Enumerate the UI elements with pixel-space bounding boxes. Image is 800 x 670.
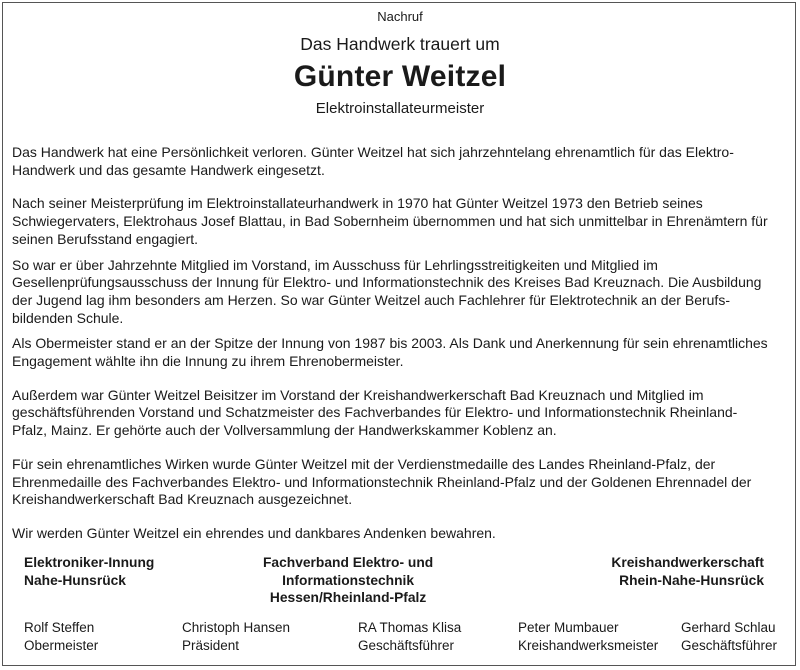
text-line: Ehrenmedaille des Fachverbandes Elektro- und Informationstechnik Rheinland-Pfalz und der Goldenen Ehrennadel der (12, 473, 752, 490)
signatory (182, 619, 290, 655)
signatory-title: Kreishandwerksmeister (518, 638, 659, 653)
org-fachverband (263, 554, 433, 607)
paragraph (12, 456, 786, 509)
text-line: Kreishandwerkerschaft Bad Kreuznach ausgezeichnet. (12, 491, 353, 508)
signatory (24, 619, 98, 655)
org-line: Rhein-Nahe-Hunsrück (619, 572, 764, 588)
signatory-title: Obermeister (24, 638, 99, 653)
text-line: Wir werden Günter Weitzel ein ehrendes und dankbares Andenken bewahren. (12, 524, 496, 541)
text-line: Außerdem war Günter Weitzel Beisitzer im Vorstand der Kreishandwerkerschaft Bad Kreuznach und Mitglied im (12, 386, 704, 403)
signatory (358, 619, 461, 655)
org-line: Informationstechnik (282, 572, 415, 588)
paragraph (12, 257, 786, 328)
signatory-title: Präsident (182, 638, 240, 653)
deceased-name: Günter Weitzel (293, 60, 507, 93)
paragraph (12, 525, 786, 543)
text-line: seinen Berufsstand engagiert. (12, 230, 199, 247)
signatory-name: RA Thomas Klisa (358, 620, 462, 635)
org-line: Kreishandwerkerschaft (611, 555, 764, 570)
signatory-name: Rolf Steffen (24, 620, 95, 635)
text-line: geschäftsführenden Vorstand und Schatzmeister des Fachverbandes für Elektro- und Informationstechnik Rheinland- (12, 404, 738, 421)
signatory (518, 619, 658, 655)
intro-line: Das Handwerk trauert um (300, 34, 500, 54)
text-line: Gesellenprüfungsausschuss der Innung für Elektro- und Informationstechnik des Kreises Bad Kreuznach. Die Ausbildung (12, 274, 762, 291)
obituary-text (12, 144, 786, 559)
signatory (681, 619, 777, 655)
org-line: Fachverband Elektro- und (263, 555, 434, 570)
text-line: Für sein ehrenamtliches Wirken wurde Günter Weitzel mit der Verdienstmedaille des Landes Rheinland-Pfalz, der (12, 455, 716, 472)
paragraph (12, 195, 786, 248)
nachruf-label: Nachruf (377, 9, 423, 24)
signatory-title: Geschäftsführer (358, 638, 455, 653)
org-kreishandwerkerschaft (611, 554, 764, 589)
org-elektroniker-innung (24, 554, 154, 589)
text-line: der Jugend lag ihm besonders am Herzen. So war Günter Weitzel auch Fachlehrer für Elektrotechnik an der Berufs- (12, 291, 730, 308)
text-line: Handwerk und das gesamte Handwerk eingesetzt. (12, 161, 325, 178)
text-line: Schwiegervaters, Elektrohaus Josef Blattau, in Bad Sobernheim übernommen und hat sich unmittelbar in Ehrenämtern für (12, 213, 768, 230)
signatory-title: Geschäftsführer (681, 638, 778, 653)
paragraph (12, 144, 786, 179)
paragraph (12, 335, 786, 370)
signatory-name: Christoph Hansen (182, 620, 291, 635)
text-line: Das Handwerk hat eine Persönlichkeit verloren. Günter Weitzel hat sich jahrzehntelang ehrenamtlich für das Elektro- (12, 144, 734, 160)
text-line: bildenden Schule. (12, 309, 124, 326)
signatory-name: Gerhard Schlau (681, 620, 776, 635)
paragraph (12, 387, 786, 440)
text-line: Nach seiner Meisterprüfung im Elektroinstallateurhandwerk in 1970 hat Günter Weitzel 1973 den Betrieb seines (12, 195, 703, 212)
org-line: Elektroniker-Innung (24, 555, 155, 570)
signatory-name: Peter Mumbauer (518, 620, 619, 635)
text-line: Engagement wählte ihn die Innung zu ihrem Ehrenobermeister. (12, 353, 404, 370)
org-line: Nahe-Hunsrück (24, 572, 126, 588)
text-line: Als Obermeister stand er an der Spitze der Innung von 1987 bis 2003. Als Dank und Anerkennung für sein ehrenamtliches (12, 335, 768, 352)
text-line: Pfalz, Mainz. Er gehörte auch der Vollversammlung der Handwerkskammer Koblenz an. (12, 422, 557, 439)
org-line: Hessen/Rheinland-Pfalz (269, 590, 427, 606)
profession-line: Elektroinstallateurmeister (315, 100, 485, 117)
text-line: So war er über Jahrzehnte Mitglied im Vorstand, im Ausschuss für Lehrlingsstreitigkeiten und Mitglied im (12, 256, 658, 273)
